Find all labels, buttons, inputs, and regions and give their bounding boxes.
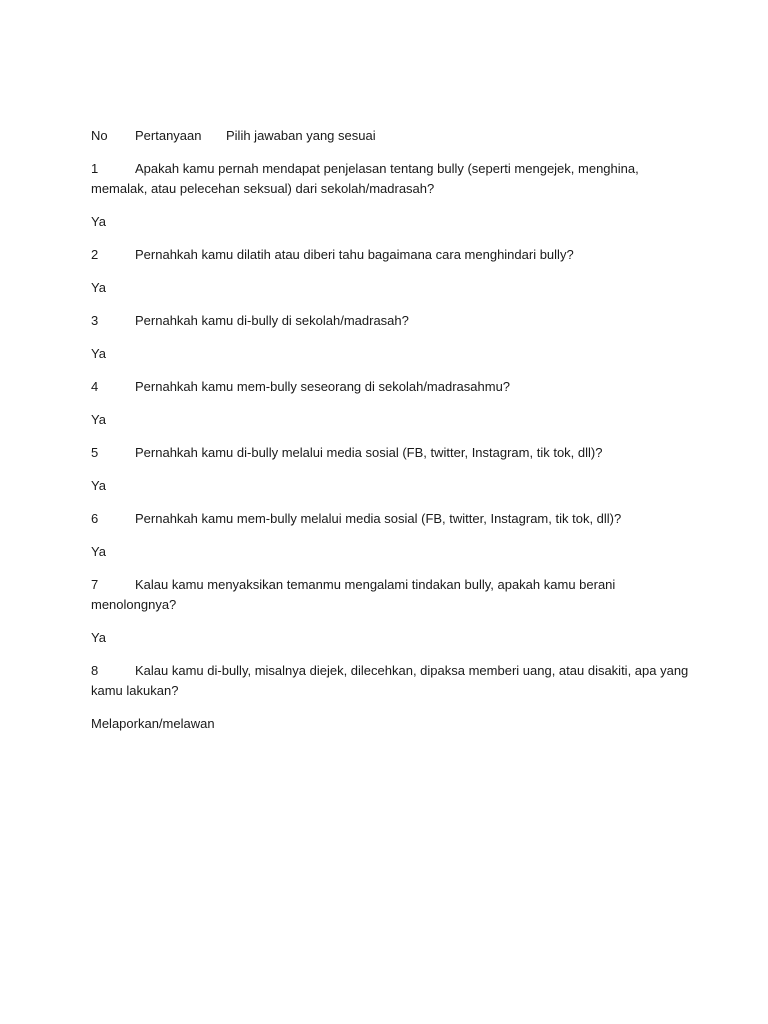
question-text: Kalau kamu di-bully, misalnya diejek, dilecehkan, dipaksa memberi uang, atau disakiti, apa yang kamu lakukan? <box>91 663 689 698</box>
item-1 <box>91 159 691 232</box>
question-text: Apakah kamu pernah mendapat penjelasan tentang bully (seperti mengejek, menghina, memalak, atau pelecehan seksual) dari sekolah/madrasah? <box>91 161 639 196</box>
question-row <box>91 245 691 265</box>
item-7 <box>91 575 691 648</box>
question-number: 6 <box>91 511 99 526</box>
item-5 <box>91 443 691 496</box>
question-row <box>91 377 691 397</box>
answer-text: Melaporkan/melawan <box>91 716 215 731</box>
answer-text: Ya <box>91 478 106 493</box>
question-row <box>91 443 691 463</box>
question-number: 8 <box>91 663 99 678</box>
answer-text: Ya <box>91 214 106 229</box>
answer-text: Ya <box>91 346 106 361</box>
question-row <box>91 311 691 331</box>
header-answer: Pilih jawaban yang sesuai <box>226 128 376 143</box>
question-row <box>91 159 691 199</box>
question-text: Pernahkah kamu mem-bully melalui media sosial (FB, twitter, Instagram, tik tok, dll)? <box>135 511 622 526</box>
questionnaire <box>91 126 691 747</box>
question-number: 3 <box>91 313 99 328</box>
question-number: 7 <box>91 577 99 592</box>
header-row <box>91 126 691 146</box>
answer-text: Ya <box>91 544 106 559</box>
question-text: Pernahkah kamu di-bully melalui media sosial (FB, twitter, Instagram, tik tok, dll)? <box>135 445 603 460</box>
item-6 <box>91 509 691 562</box>
item-3 <box>91 311 691 364</box>
header-question: Pertanyaan <box>135 128 202 143</box>
item-8 <box>91 661 691 734</box>
answer-text: Ya <box>91 280 106 295</box>
question-number: 2 <box>91 247 99 262</box>
question-number: 1 <box>91 161 99 176</box>
question-number: 5 <box>91 445 99 460</box>
item-2 <box>91 245 691 298</box>
item-4 <box>91 377 691 430</box>
answer-text: Ya <box>91 412 106 427</box>
header-no: No <box>91 128 108 143</box>
question-number: 4 <box>91 379 99 394</box>
question-text: Pernahkah kamu di-bully di sekolah/madrasah? <box>135 313 409 328</box>
question-row <box>91 509 691 529</box>
question-row <box>91 575 691 615</box>
question-text: Pernahkah kamu mem-bully seseorang di sekolah/madrasahmu? <box>135 379 511 394</box>
question-row <box>91 661 691 701</box>
answer-text: Ya <box>91 630 106 645</box>
question-text: Kalau kamu menyaksikan temanmu mengalami tindakan bully, apakah kamu berani menolongnya? <box>91 577 616 612</box>
question-text: Pernahkah kamu dilatih atau diberi tahu bagaimana cara menghindari bully? <box>135 247 574 262</box>
